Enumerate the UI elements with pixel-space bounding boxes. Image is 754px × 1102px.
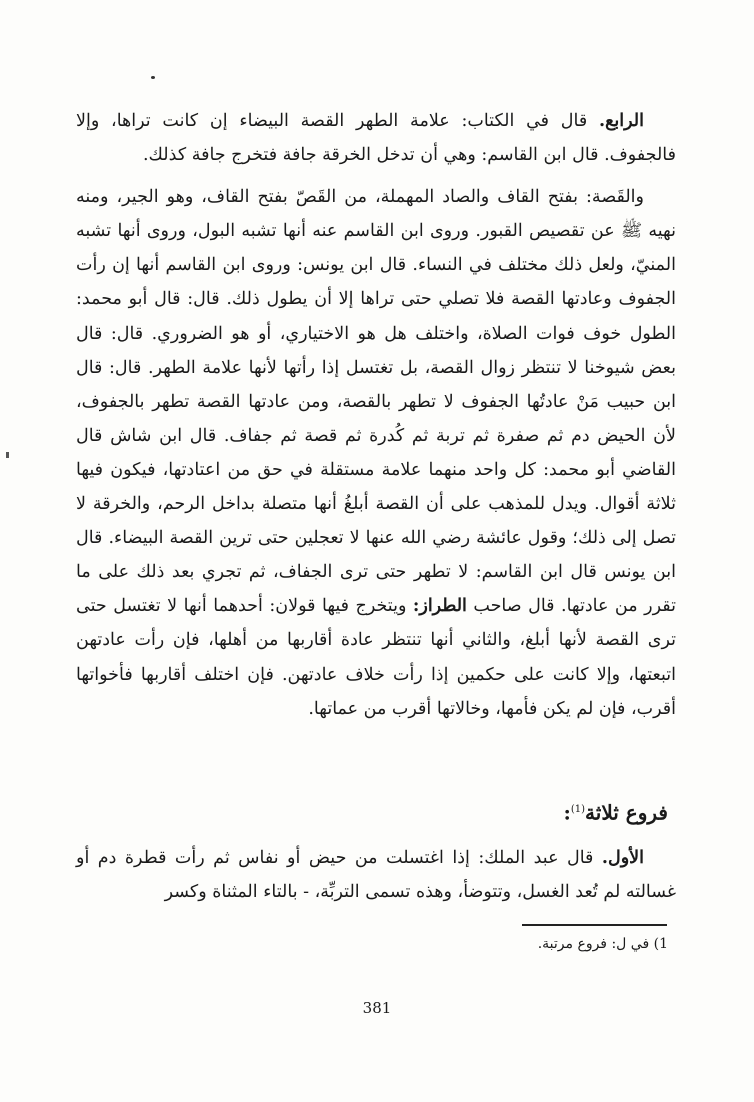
paragraph-1 [76, 104, 676, 172]
paragraph-1-text: قال في الكتاب: علامة الطهر القصة البيضاء إن كانت تراها، وإلا فالجفوف. قال ابن القاسم: وهي أن تدخل الخرقة جافة فتخرج جافة كذلك. [76, 111, 676, 166]
section-heading [563, 795, 668, 828]
ink-speck [151, 76, 155, 79]
page-number: 381 [362, 999, 392, 1017]
paragraph-2-tail-text: ويتخرج فيها قولان: أحدهما أنها لا تغتسل حتى ترى القصة لأنها أبلغ، والثاني أنها تنتظر عادة أقاربها من أهلها، فإن رأت عادتهن اتبعتها، وإلا كانت على حكمين إذا رأت خلاف عادتهن. فإن اختلف أقاربها فأخواتها أقرب، فإن لم يكن فأمها، وخالاتها أقرب من عماتها. [76, 596, 676, 719]
footnote: 1) في ل: فروع مرتبة. [537, 936, 668, 952]
paragraph-2 [76, 180, 676, 726]
main-text [76, 104, 676, 726]
footnote-divider [522, 924, 667, 926]
paragraph-gap [76, 172, 676, 180]
section-paragraph [76, 841, 676, 909]
section-paragraph-lead: الأول. [601, 848, 644, 868]
paragraph-1-lead: الرابع. [599, 111, 644, 131]
footnote-ref: (1) [570, 804, 586, 815]
section-heading-colon: : [563, 800, 571, 825]
paragraph-2-tail-lead: الطراز: [412, 596, 467, 617]
paragraph-2-text: والقَصة: بفتح القاف والصاد المهملة، من القَصّ بفتح القاف، وهو الجير، ومنه نهيه ﷺ عن تقصيص القبور. وروى ابن القاسم عنه أنها تشبه البول، وروى أنها تشبه المنيّ، ولعل ذلك مختلف في النساء. قال ابن يونس: وروى ابن القاسم أنها إن رأت الجفوف وعادتها القصة فلا تصلي حتى تراها إلا أن يطول ذلك. قال: قال أبو محمد: الطول خوف فوات الصلاة، واختلف هل هو الاختياري، أو هو الضروري. قال: قال بعض شيوخنا لا تنتظر زوال القصة، بل تغتسل إذا رأتها لأنها علامة الطهر. قال: قال ابن حبيب مَنْ عادتُها الجفوف لا تطهر بالقصة، ومن عادتها القصة تطهر بالجفوف، لأن الحيض دم ثم صفرة ثم تربة ثم كُدرة ثم قصة ثم جفاف. قال ابن شاش قال القاضي أبو محمد: كل واحد منهما علامة مستقلة في حق من اعتادتها، فيكون فيها ثلاثة أقوال. ويدل للمذهب على أن القصة أبلغُ أنها متصلة بداخل الرحم، والخرقة لا تصل إلى ذلك؛ وقول عائشة رضي الله عنها لا تعجلين حتى ترين القصة البيضاء. قال ابن يونس قال ابن القاسم: لا تطهر حتى ترى الجفاف، ثم تجري بعد ذلك على ما تقرر من عادتها. قال صاحب [76, 187, 676, 617]
section-heading-text: فروع ثلاثة [585, 800, 668, 825]
section-text [76, 841, 676, 909]
section-paragraph-text: قال عبد الملك: إذا اغتسلت من حيض أو نفاس ثم رأت قطرة دم أو غسالته لم تُعد الغسل، وتتوضأ، وهذه تسمى التربِّة، - بالتاء المثناة وكسر [76, 848, 676, 902]
margin-mark [6, 452, 9, 458]
